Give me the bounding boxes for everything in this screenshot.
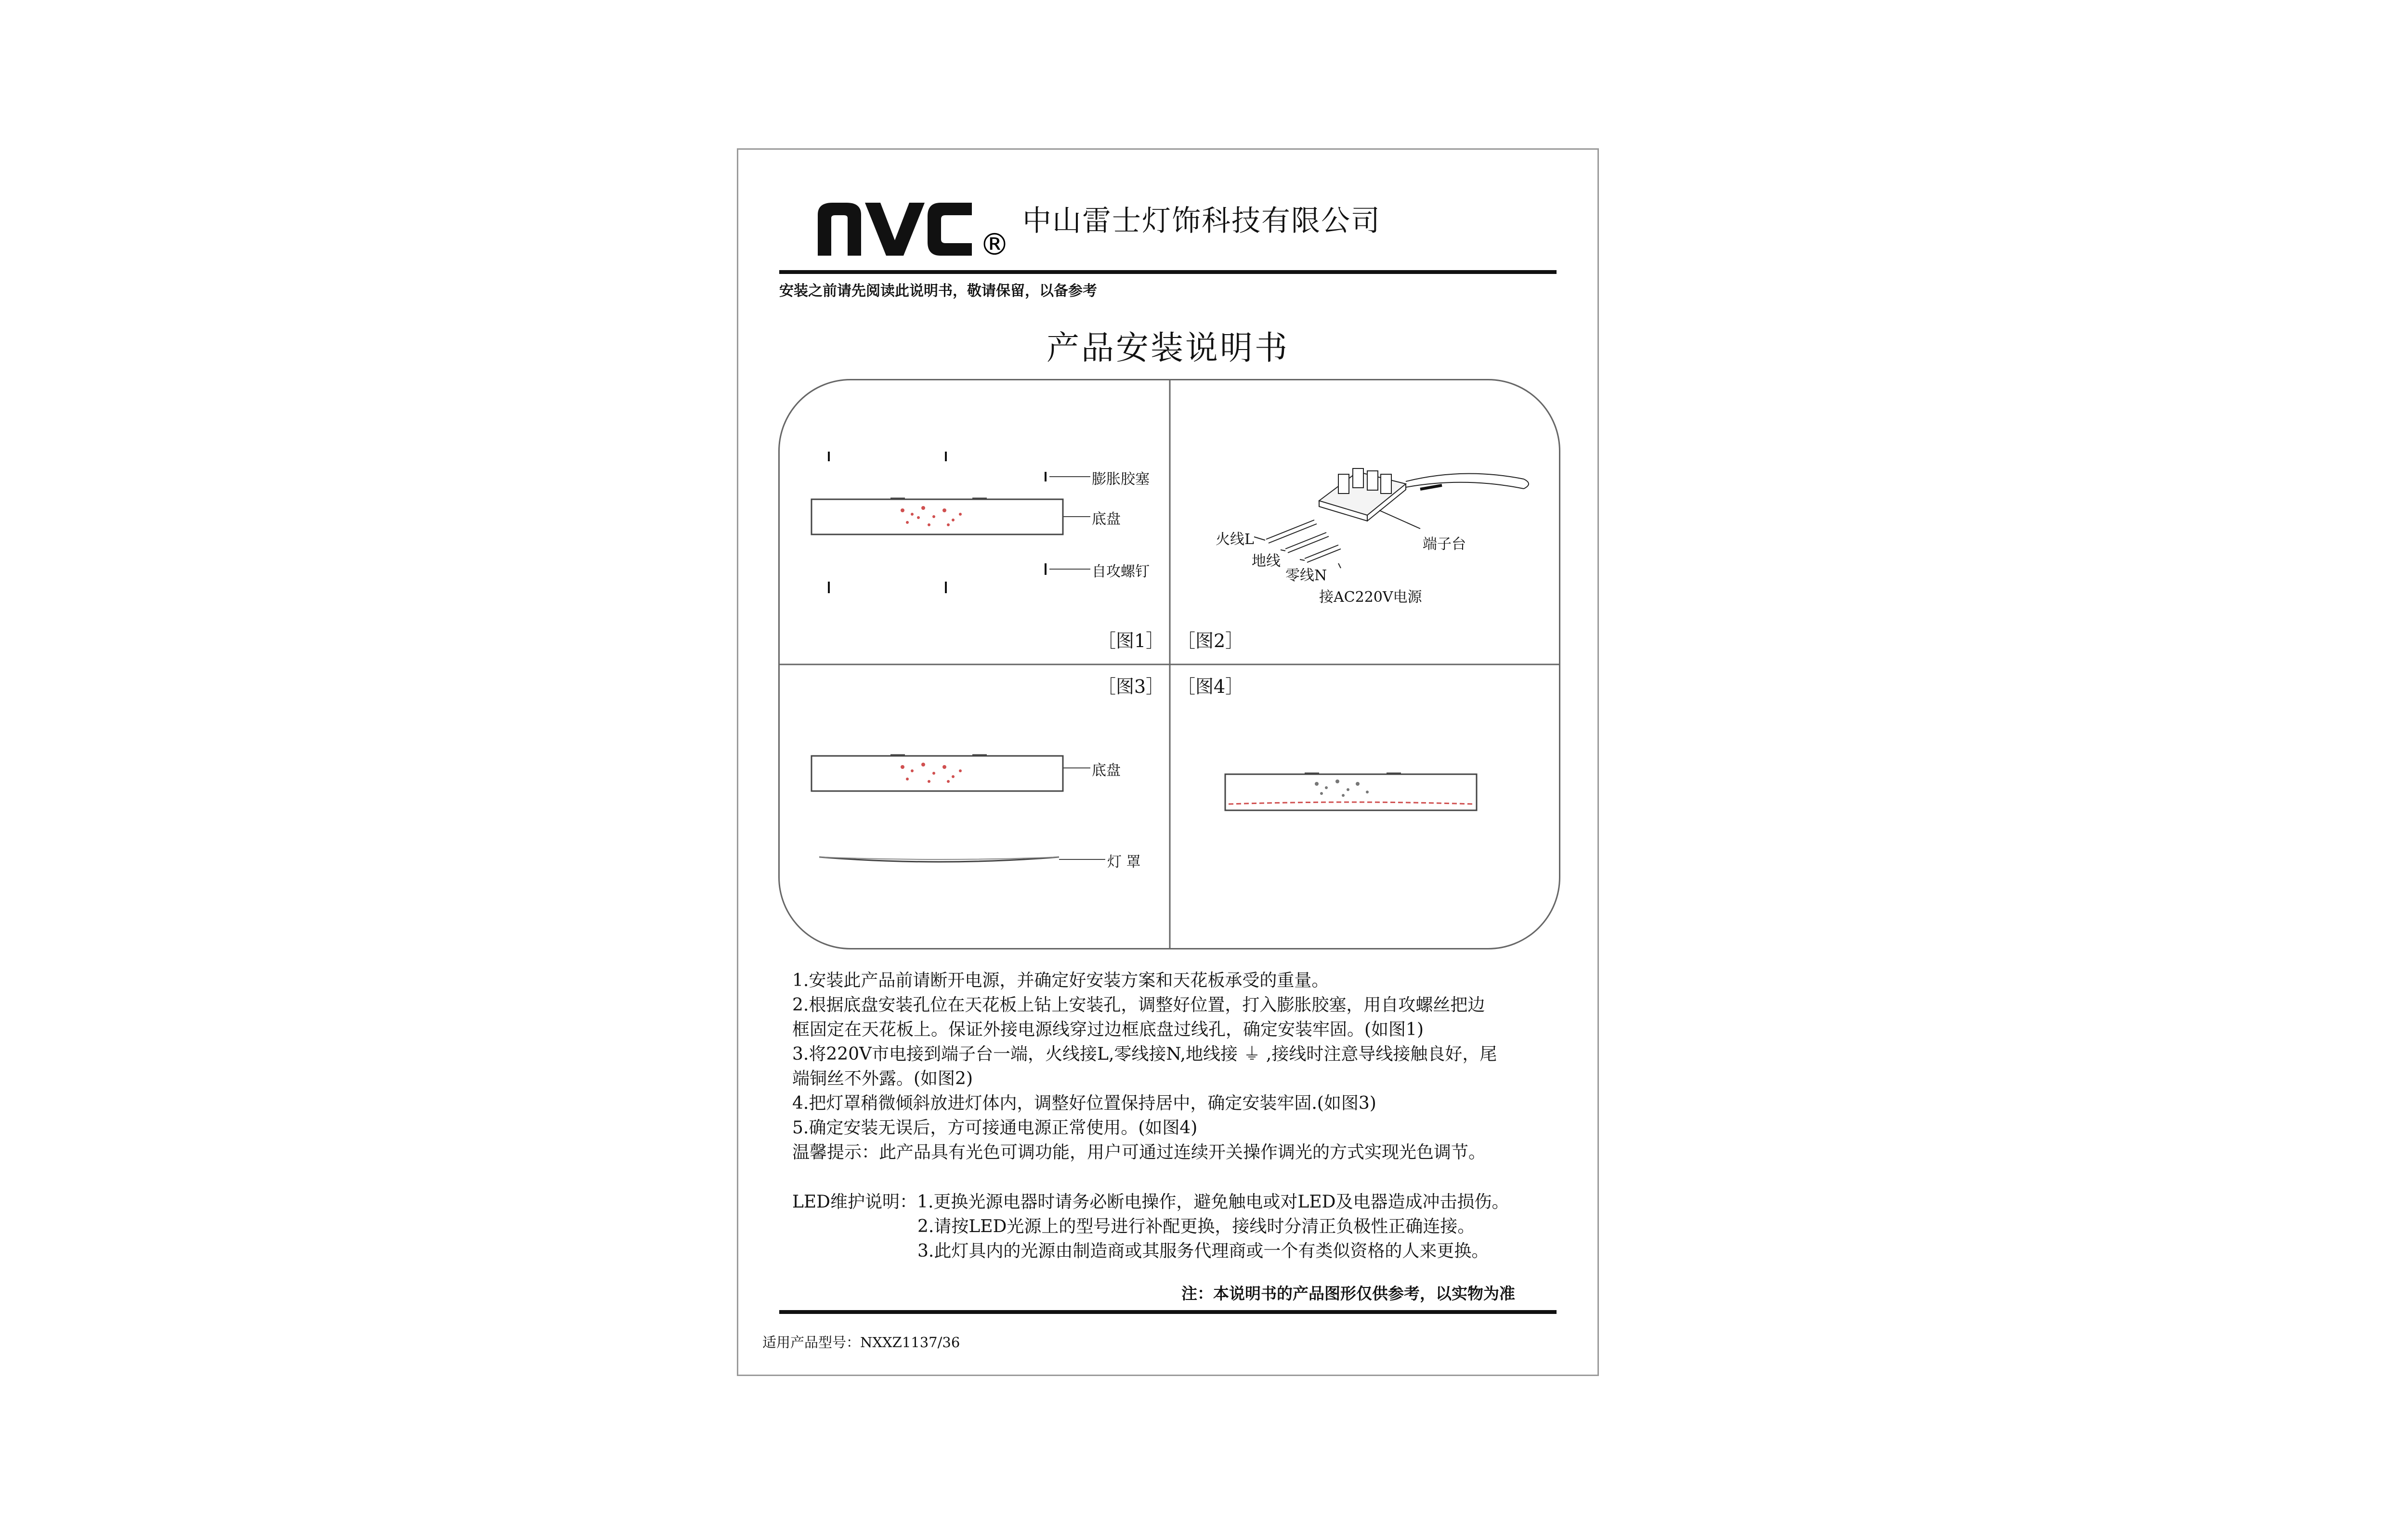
fig1-anchor-label: 膨胀胶塞 [1092,471,1150,488]
footer-divider [779,1310,1557,1314]
fig1-base-label: 底盘 [1092,511,1121,528]
instruction-sheet [737,148,1599,1376]
maintenance-heading: LED维护说明： [792,1192,917,1212]
registered-mark: ® [980,227,1009,260]
fig4-drawing [1225,773,1477,810]
disclaimer-note: 注：本说明书的产品图形仅供参考，以实物为准 [1181,1284,1515,1303]
fig1-screw-label: 自攻螺钉 [1092,563,1150,580]
fig1-caption: ［图1］ [1098,630,1165,651]
fig3-base-label: 底盘 [1092,762,1121,779]
fig2-terminal-label: 端子台 [1423,536,1466,553]
fig4-caption: ［图4］ [1177,676,1244,697]
nvc-logo [813,198,1015,260]
maintenance-item: 1.更换光源电器时请务必断电操作，避免触电或对LED及电器造成冲击损伤。 [917,1192,1509,1212]
document-title: 产品安装说明书 [1046,329,1289,367]
fig3-drawing [811,755,1105,862]
fig2-ground-label: 地线 [1252,553,1281,570]
installation-steps [792,968,1568,1165]
instruction-line: 5.确定安装无误后，方可接通电源正常使用。(如图4) [792,1118,1198,1138]
instruction-line: 温馨提示：此产品具有光色可调功能，用户可通过连续开关操作调光的方式实现光色调节。 [792,1143,1486,1162]
instruction-line: 1.安装此产品前请断开电源，并确定好安装方案和天花板承受的重量。 [792,971,1329,990]
figure-panel [778,379,1560,949]
figure-drawings [780,380,1560,949]
fig1-drawing [811,452,1090,593]
fig3-caption: ［图3］ [1098,676,1165,697]
instruction-line: 框固定在天花板上。保证外接电源线穿过边框底盘过线孔，确定安装牢固。(如图1) [792,1020,1424,1039]
maintenance-item: 3.此灯具内的光源由制造商或其服务代理商或一个有类似资格的人来更换。 [917,1241,1489,1261]
product-model: 适用产品型号：NXXZ1137/36 [762,1334,960,1351]
fig2-live-label: 火线L [1216,531,1254,548]
read-notice: 安装之前请先阅读此说明书，敬请保留，以备参考 [779,283,1097,299]
fig2-power-label: 接AC220V电源 [1319,589,1422,606]
instruction-line: 3.将220V市电接到端子台一端，火线接L,零线接N,地线接 ⏚ ,接线时注意导线接触良好，尾 [792,1044,1497,1064]
fig2-caption: ［图2］ [1177,630,1244,651]
company-name: 中山雷士灯饰科技有限公司 [1022,204,1381,238]
header-divider [779,270,1557,274]
instruction-line: 端铜丝不外露。(如图2) [792,1069,973,1089]
fig2-neutral-label: 零线N [1285,567,1327,584]
led-maintenance [792,1190,1509,1263]
fig3-cover-label: 灯 罩 [1107,854,1141,870]
maintenance-item: 2.请按LED光源上的型号进行补配更换，接线时分清正负极性正确连接。 [917,1217,1475,1236]
instruction-line: 2.根据底盘安装孔位在天花板上钻上安装孔，调整好位置，打入膨胀胶塞，用自攻螺丝把边 [792,995,1485,1015]
instruction-line: 4.把灯罩稍微倾斜放进灯体内，调整好位置保持居中，确定安装牢固.(如图3) [792,1093,1376,1113]
fig2-terminal-block [1254,468,1529,568]
